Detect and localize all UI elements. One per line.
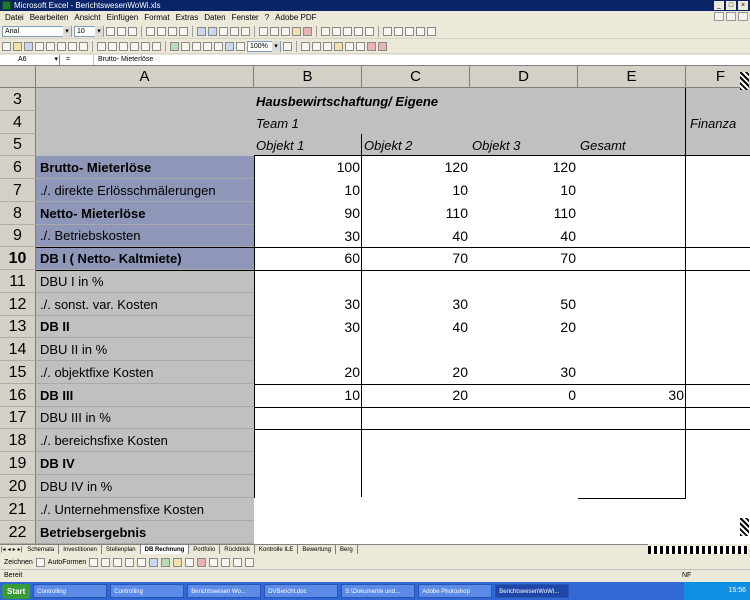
new-icon[interactable] [2, 42, 11, 51]
menu--[interactable]: ? [264, 12, 270, 22]
tab-next-icon[interactable]: ▸ [12, 547, 16, 553]
pdf-email-icon[interactable] [378, 42, 387, 51]
document-controls [714, 12, 748, 21]
cell-d8[interactable]: 110 [553, 205, 576, 221]
start-button[interactable]: Start [2, 584, 30, 599]
sheet-tab-6[interactable]: Kontrolle ILE [255, 545, 298, 555]
chart-wizard-icon[interactable] [427, 27, 436, 36]
decrease-decimal-icon[interactable] [241, 27, 250, 36]
header-object-2: Objekt 2 [364, 138, 413, 153]
email-icon[interactable] [46, 42, 55, 51]
cell-e19[interactable] [578, 452, 686, 475]
row-header-13[interactable]: 13 [0, 316, 36, 338]
menu-bearbeiten[interactable]: Bearbeiten [29, 12, 69, 22]
taskbar-item-3[interactable]: DVBericht.doc [264, 584, 338, 598]
row-header-3[interactable]: 3 [0, 88, 36, 111]
cell-b10[interactable]: 60 [344, 250, 360, 266]
column-header-d[interactable]: D [470, 66, 578, 88]
tab-first-icon[interactable]: |◂ [1, 547, 6, 553]
align-left-icon[interactable] [146, 27, 155, 36]
row-label-7[interactable]: ./. direkte Erlösschmälerungen [36, 179, 254, 202]
line-style-icon[interactable] [209, 558, 218, 567]
currency-icon[interactable] [197, 27, 206, 36]
camera-icon[interactable] [301, 42, 310, 51]
cell-e12[interactable] [578, 293, 686, 316]
spellcheck-icon[interactable] [79, 42, 88, 51]
drawing-toolbar [0, 555, 750, 569]
header-finanz: Finanza [690, 116, 737, 131]
row-header-5[interactable]: 5 [0, 134, 36, 156]
shadow-icon[interactable] [233, 558, 242, 567]
sheet-tab-8[interactable]: Berg [336, 545, 358, 555]
filter-icon[interactable] [394, 27, 403, 36]
cell-d7[interactable]: 10 [560, 182, 576, 198]
cell-c18[interactable] [362, 429, 470, 452]
row-label-14[interactable]: DBU II in % [36, 338, 254, 361]
cell-b13[interactable]: 30 [344, 319, 360, 335]
grid-vline-b [254, 156, 255, 498]
cell-c14[interactable] [362, 338, 470, 361]
highlight-icon[interactable] [334, 42, 343, 51]
fx-label[interactable]: = [60, 55, 94, 65]
num-lock-indicator: NF [682, 572, 692, 579]
cell-b6[interactable]: 100 [336, 159, 360, 175]
line-color-icon[interactable] [185, 558, 194, 567]
sheet-tab-5[interactable]: Rückblick [220, 545, 255, 555]
cell-d15[interactable]: 30 [560, 364, 576, 380]
menu-bar [0, 11, 750, 23]
toolbar-separator [92, 41, 93, 52]
tab-prev-icon[interactable]: ◂ [7, 547, 11, 553]
copy-icon[interactable] [108, 42, 117, 51]
header-object-4: Gesamt [580, 138, 626, 153]
cell-e22[interactable] [578, 521, 686, 544]
toolbar-separator [192, 26, 193, 37]
open-icon[interactable] [13, 42, 22, 51]
cell-e21[interactable] [578, 498, 686, 521]
horizontal-scrollbar[interactable] [648, 546, 748, 554]
cell-b14[interactable] [254, 338, 362, 361]
row-label-10[interactable]: DB I ( Netto- Kaltmiete) [36, 247, 254, 270]
menu-ansicht[interactable]: Ansicht [74, 12, 101, 22]
header-object-3: Objekt 3 [472, 138, 521, 153]
wordart-icon[interactable] [149, 558, 158, 567]
cell-c12[interactable]: 30 [452, 296, 468, 312]
row-header-19[interactable]: 19 [0, 452, 36, 475]
rectangle-icon[interactable] [113, 558, 122, 567]
comment-icon[interactable] [345, 42, 354, 51]
cell-e10[interactable] [578, 247, 686, 270]
3d-icon[interactable] [245, 558, 254, 567]
cell-e6[interactable] [578, 156, 686, 179]
taskbar-item-2[interactable]: Berichtswesen Wo... [187, 584, 261, 598]
menu-extras[interactable]: Extras [175, 12, 199, 22]
help-icon[interactable] [283, 42, 292, 51]
textbox-icon[interactable] [137, 558, 146, 567]
arrow-icon[interactable] [101, 558, 110, 567]
select-all-corner[interactable] [0, 66, 36, 88]
spreadsheet-grid [0, 66, 750, 544]
dash-style-icon[interactable] [221, 558, 230, 567]
menu-datei[interactable]: Datei [5, 12, 24, 22]
borders-icon[interactable] [281, 27, 290, 36]
align-right-icon[interactable] [168, 27, 177, 36]
header-vline-b [361, 134, 362, 156]
print-icon[interactable] [57, 42, 66, 51]
sheet-tab-bar [0, 544, 648, 554]
cell-e8[interactable] [578, 202, 686, 225]
row-label-12[interactable]: ./. sonst. var. Kosten [36, 293, 254, 316]
cut-icon[interactable] [97, 42, 106, 51]
paste-icon[interactable] [119, 42, 128, 51]
row-header-12[interactable]: 12 [0, 293, 36, 316]
toolbar-separator [316, 26, 317, 37]
row-header-8[interactable]: 8 [0, 202, 36, 225]
toolbar-separator [141, 26, 142, 37]
italic-icon[interactable] [117, 27, 126, 36]
sheet-tab-4[interactable]: Portfolio [189, 545, 220, 555]
row-header-22[interactable]: 22 [0, 521, 36, 544]
cell-d14[interactable] [470, 338, 578, 361]
cell-c16[interactable]: 20 [452, 387, 468, 403]
menu-adobe-pdf[interactable]: Adobe PDF [275, 12, 317, 22]
sort-az-icon[interactable] [203, 42, 212, 51]
formatting-toolbar [0, 25, 750, 39]
row-label-11[interactable]: DBU I in % [36, 270, 254, 293]
clock: 15:56 [728, 587, 746, 594]
status-text: Bereit [4, 572, 23, 579]
cell-c19[interactable] [362, 452, 470, 475]
row16-top-line [254, 384, 750, 385]
sort-za-icon[interactable] [214, 42, 223, 51]
fill-color-icon[interactable] [173, 558, 182, 567]
cell-e13[interactable] [578, 316, 686, 338]
cell-e11[interactable] [578, 270, 686, 293]
status-bar [0, 569, 750, 581]
cell-c13[interactable]: 40 [452, 319, 468, 335]
cell-e15[interactable] [578, 361, 686, 384]
format-painter-icon[interactable] [130, 42, 139, 51]
select-visible-icon[interactable] [312, 42, 321, 51]
row10-bottom-line [36, 270, 750, 271]
cell-e18[interactable] [578, 429, 686, 452]
ungroup-icon[interactable] [416, 27, 425, 36]
menu-fenster[interactable]: Fenster [231, 12, 259, 22]
close-button[interactable]: × [738, 1, 748, 10]
cell-c20[interactable] [362, 475, 470, 498]
taskbar-item-0[interactable]: Controlling [33, 584, 107, 598]
cell-e17[interactable] [578, 407, 686, 429]
cell-d21[interactable] [470, 498, 578, 521]
draw-menu[interactable]: Zeichnen [4, 558, 33, 566]
increase-decimal-icon[interactable] [230, 27, 239, 36]
save-icon[interactable] [24, 42, 33, 51]
cell-c11[interactable] [362, 270, 470, 293]
align-center-icon[interactable] [157, 27, 166, 36]
cell-e7[interactable] [578, 179, 686, 202]
row-header-15[interactable]: 15 [0, 361, 36, 384]
sort-desc-icon[interactable] [365, 27, 374, 36]
cell-c10[interactable]: 70 [452, 250, 468, 266]
cell-d20[interactable] [470, 475, 578, 498]
window-controls [714, 1, 748, 10]
doc-close-button[interactable] [738, 12, 748, 21]
toolbar-separator [378, 26, 379, 37]
cell-b18[interactable] [254, 429, 362, 452]
cell-d16[interactable]: 0 [568, 387, 576, 403]
cell-e9[interactable] [578, 225, 686, 247]
system-tray [684, 582, 750, 600]
doc-minimize-button[interactable] [714, 12, 724, 21]
font-color-icon[interactable] [303, 27, 312, 36]
row-header-21[interactable]: 21 [0, 498, 36, 521]
cell-d13[interactable]: 20 [560, 319, 576, 335]
cell-b8[interactable]: 90 [344, 205, 360, 221]
autoshapes-menu[interactable]: AutoFormen [47, 558, 87, 566]
formula-bar [0, 55, 750, 66]
minimize-button[interactable]: _ [714, 1, 724, 10]
pdf-icon[interactable] [367, 42, 376, 51]
toolbar-separator [296, 41, 297, 52]
clipart-icon[interactable] [161, 558, 170, 567]
cell-b22[interactable] [254, 521, 362, 544]
cell-b11[interactable] [254, 270, 362, 293]
cell-c22[interactable] [362, 521, 470, 544]
freeze-icon[interactable] [383, 27, 392, 36]
cell-b16[interactable]: 10 [344, 387, 360, 403]
sheet-tab-1[interactable]: Investitionen [59, 545, 102, 555]
row20-bottom-line [578, 498, 686, 499]
font-color-icon[interactable] [197, 558, 206, 567]
track-changes-icon[interactable] [356, 42, 365, 51]
menu-einf-gen[interactable]: Einfügen [106, 12, 139, 22]
font-size-select[interactable]: 10 ▾ [74, 26, 104, 37]
window-titlebar [0, 0, 750, 11]
sheet-tab-3[interactable]: DB Rechnung [141, 545, 190, 555]
column-header-f[interactable]: F [686, 66, 750, 88]
cell-c17[interactable] [362, 407, 470, 429]
drawing-icon[interactable] [236, 42, 245, 51]
header-vline-f [685, 88, 686, 156]
row-header-7[interactable]: 7 [0, 179, 36, 202]
menu-format[interactable]: Format [144, 12, 170, 22]
header-title: Hausbewirtschaftung/ Eigene [256, 94, 439, 109]
cell-d9[interactable]: 40 [560, 228, 576, 244]
cell-d6[interactable]: 120 [552, 159, 576, 175]
cell-e20[interactable] [578, 475, 686, 498]
spelling-icon[interactable] [321, 27, 330, 36]
row-header-9[interactable]: 9 [0, 225, 36, 247]
formula-input[interactable]: Brutto- Mieterlöse [98, 56, 154, 63]
toolbar-separator [165, 41, 166, 52]
sheet-tab-7[interactable]: Bewertung [298, 545, 336, 555]
permission-icon[interactable] [35, 42, 44, 51]
cell-e16[interactable]: 30 [668, 387, 684, 403]
group-icon[interactable] [405, 27, 414, 36]
chart-icon[interactable] [225, 42, 234, 51]
vertical-scrollbar-bottom[interactable] [740, 518, 749, 536]
cell-d19[interactable] [470, 452, 578, 475]
percent-icon[interactable] [208, 27, 217, 36]
cell-e14[interactable] [578, 338, 686, 361]
cell-c21[interactable] [362, 498, 470, 521]
row-header-10[interactable]: 10 [0, 247, 36, 270]
row-label-6[interactable]: Brutto- Mieterlöse [36, 156, 254, 179]
hyperlink-icon[interactable] [170, 42, 179, 51]
print-preview-icon[interactable] [68, 42, 77, 51]
cell-d17[interactable] [470, 407, 578, 429]
cell-b12[interactable]: 30 [344, 296, 360, 312]
oval-icon[interactable] [125, 558, 134, 567]
insert-icon[interactable] [343, 27, 352, 36]
row-header-16[interactable]: 16 [0, 384, 36, 407]
borders-icon[interactable] [323, 42, 332, 51]
undo-icon[interactable] [141, 42, 150, 51]
cell-b15[interactable]: 20 [344, 364, 360, 380]
cell-b9[interactable]: 30 [344, 228, 360, 244]
row-label-17[interactable]: DBU III in % [36, 407, 254, 429]
sort-asc-icon[interactable] [354, 27, 363, 36]
header-object-1: Objekt 1 [256, 138, 305, 153]
row-label-15[interactable]: ./. objektfixe Kosten [36, 361, 254, 384]
cell-b20[interactable] [254, 475, 362, 498]
font-name-select[interactable]: Arial ▾ [2, 26, 72, 37]
decrease-indent-icon[interactable] [259, 27, 268, 36]
taskbar-item-4[interactable]: S:\Dokumente und... [341, 584, 415, 598]
merge-center-icon[interactable] [179, 27, 188, 36]
sheet-tab-0[interactable]: Schemata [23, 545, 59, 555]
row-label-18[interactable]: ./. bereichsfixe Kosten [36, 429, 254, 452]
toolbar-separator [254, 26, 255, 37]
vertical-scrollbar-top[interactable] [740, 72, 749, 90]
cell-b19[interactable] [254, 452, 362, 475]
maximize-button[interactable]: □ [726, 1, 736, 10]
line-icon[interactable] [89, 558, 98, 567]
row-header-17[interactable]: 17 [0, 407, 36, 429]
windows-taskbar [0, 582, 750, 600]
redo-icon[interactable] [152, 42, 161, 51]
excel-app-icon [2, 1, 11, 10]
bold-icon[interactable] [106, 27, 115, 36]
cell-c15[interactable]: 20 [452, 364, 468, 380]
column-header-a[interactable]: A [36, 66, 254, 88]
row16-bottom-line [254, 407, 750, 408]
column-header-c[interactable]: C [362, 66, 470, 88]
cell-d22[interactable] [470, 521, 578, 544]
format-painter-icon[interactable] [332, 27, 341, 36]
menu-daten[interactable]: Daten [204, 12, 226, 22]
function-icon[interactable] [192, 42, 201, 51]
row10-top-line [36, 247, 750, 248]
standard-toolbar [0, 40, 750, 54]
cell-b7[interactable]: 10 [344, 182, 360, 198]
row-label-19[interactable]: DB IV [36, 452, 254, 475]
grid-vline-f [685, 156, 686, 498]
underline-icon[interactable] [128, 27, 137, 36]
cell-b21[interactable] [254, 498, 362, 521]
select-objects-icon[interactable] [36, 558, 45, 567]
row-header-11[interactable]: 11 [0, 270, 36, 293]
tab-last-icon[interactable]: ▸| [17, 547, 23, 553]
cell-c8[interactable]: 110 [445, 205, 468, 221]
taskbar-item-6[interactable]: BerichtswesenWoWi... [495, 584, 569, 598]
cell-d10[interactable]: 70 [560, 250, 576, 266]
autosum-icon[interactable] [181, 42, 190, 51]
row-header-14[interactable]: 14 [0, 338, 36, 361]
column-header-b[interactable]: B [254, 66, 362, 88]
cell-d18[interactable] [470, 429, 578, 452]
row-label-16[interactable]: DB III [36, 384, 254, 407]
cell-c6[interactable]: 120 [444, 159, 468, 175]
row-label-20[interactable]: DBU IV in % [36, 475, 254, 498]
cell-d11[interactable] [470, 270, 578, 293]
cell-d12[interactable]: 50 [560, 296, 576, 312]
row-header-20[interactable]: 20 [0, 475, 36, 498]
row-header-4[interactable]: 4 [0, 111, 36, 134]
taskbar-item-5[interactable]: Adobe Photoshop [418, 584, 492, 598]
row-label-21[interactable]: ./. Unternehmensfixe Kosten [36, 498, 254, 521]
cell-c9[interactable]: 40 [452, 228, 468, 244]
row17-bottom-line [254, 429, 750, 430]
thousands-icon[interactable] [219, 27, 228, 36]
row-header-18[interactable]: 18 [0, 429, 36, 452]
cell-c7[interactable]: 10 [452, 182, 468, 198]
window-title: Microsoft Excel - BerichtswesenWoWi.xls [14, 1, 161, 10]
name-box[interactable]: A6 ▾ [0, 55, 60, 65]
increase-indent-icon[interactable] [270, 27, 279, 36]
grid-vline-c [361, 156, 362, 497]
taskbar-item-1[interactable]: Controlling [110, 584, 184, 598]
row-label-22[interactable]: Betriebsergebnis [36, 521, 254, 544]
column-header-e[interactable]: E [578, 66, 686, 88]
fill-color-icon[interactable] [292, 27, 301, 36]
cell-b17[interactable] [254, 407, 362, 429]
row-label-9[interactable]: ./. Betriebskosten [36, 225, 254, 247]
sheet-tab-2[interactable]: Stellenplan [102, 545, 141, 555]
doc-restore-button[interactable] [726, 12, 736, 21]
zoom-select[interactable]: 100% ▾ [247, 41, 281, 52]
row-label-13[interactable]: DB II [36, 316, 254, 338]
row-label-8[interactable]: Netto- Mieterlöse [36, 202, 254, 225]
row-header-6[interactable]: 6 [0, 156, 36, 179]
header-team: Team 1 [256, 116, 299, 131]
